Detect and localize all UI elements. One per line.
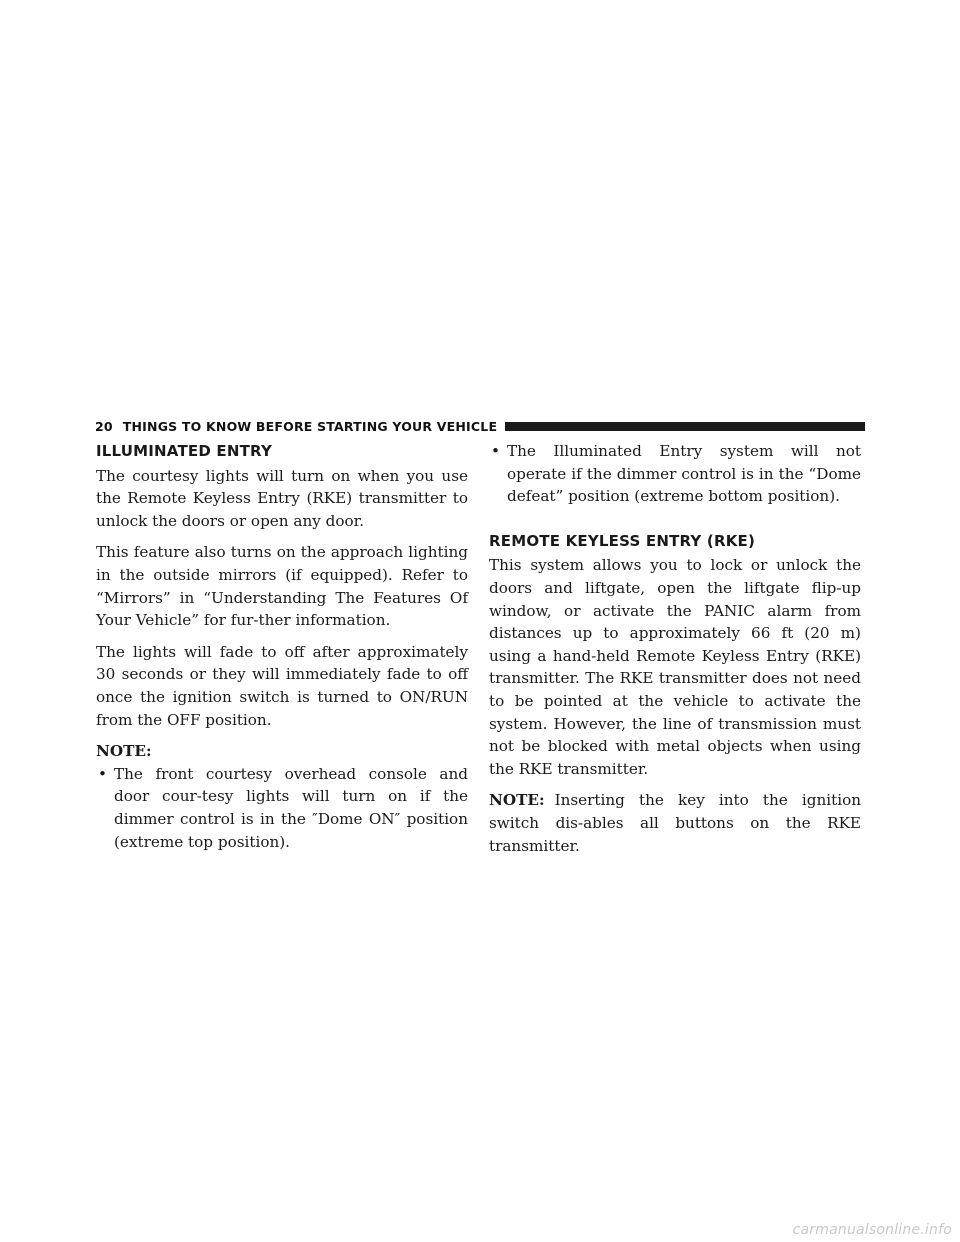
note-label: NOTE: (96, 742, 152, 761)
right-column (489, 440, 861, 866)
bullet-dot: • (491, 442, 500, 460)
paragraph: The lights will fade to off after approximately 30 seconds or they will immediately fade to off once the ignition switch is turned to ON/RUN from the OFF position. (96, 642, 468, 729)
bullet-item (96, 763, 468, 853)
page-header (95, 417, 865, 435)
watermark-logo: carmanualsonline.info (792, 1222, 952, 1238)
bullet-text: The Illuminated Entry system will not operate if the dimmer control is in the “Dome defeat” position (extreme bottom position). (507, 442, 861, 506)
bullet-item (489, 440, 861, 508)
rke-heading: REMOTE KEYLESS ENTRY (RKE) (489, 531, 756, 550)
note-text: Inserting the key into the ignition switch dis-ables all buttons on the RKE transmitter. (489, 791, 861, 855)
note-label: NOTE: (489, 791, 545, 810)
header-rule (505, 422, 865, 431)
left-column (96, 440, 468, 861)
page-number: 20 (95, 418, 113, 434)
paragraph: This system allows you to lock or unlock the doors and liftgate, open the liftgate flip-up window, or activate the PANIC alarm from distances up to approximately 66 ft (20 m) using a hand-held Remote Keyless Entry (RKE) transmitter. The RKE transmitter does not need to be pointed at the vehicle to activate the system. However, the line of transmission must not be blocked with metal objects when using the RKE transmitter. (489, 556, 861, 778)
paragraph: The courtesy lights will turn on when you use the Remote Keyless Entry (RKE) transmitter to unlock the doors or open any door. (96, 466, 468, 530)
illuminated-entry-heading: ILLUMINATED ENTRY (96, 442, 273, 460)
bullet-text: The front courtesy overhead console and door cour-tesy lights will turn on if the dimmer control is in the ″Dome ON″ position (extreme top position). (114, 764, 468, 851)
section-title: THINGS TO KNOW BEFORE STARTING YOUR VEHICLE (122, 418, 498, 434)
bullet-dot: • (98, 764, 107, 783)
note-paragraph (489, 789, 861, 857)
paragraph: This feature also turns on the approach lighting in the outside mirrors (if equipped). Refer to “Mirrors” in “Understanding The Features Of Your Vehicle” for fur-ther information. (96, 543, 468, 630)
